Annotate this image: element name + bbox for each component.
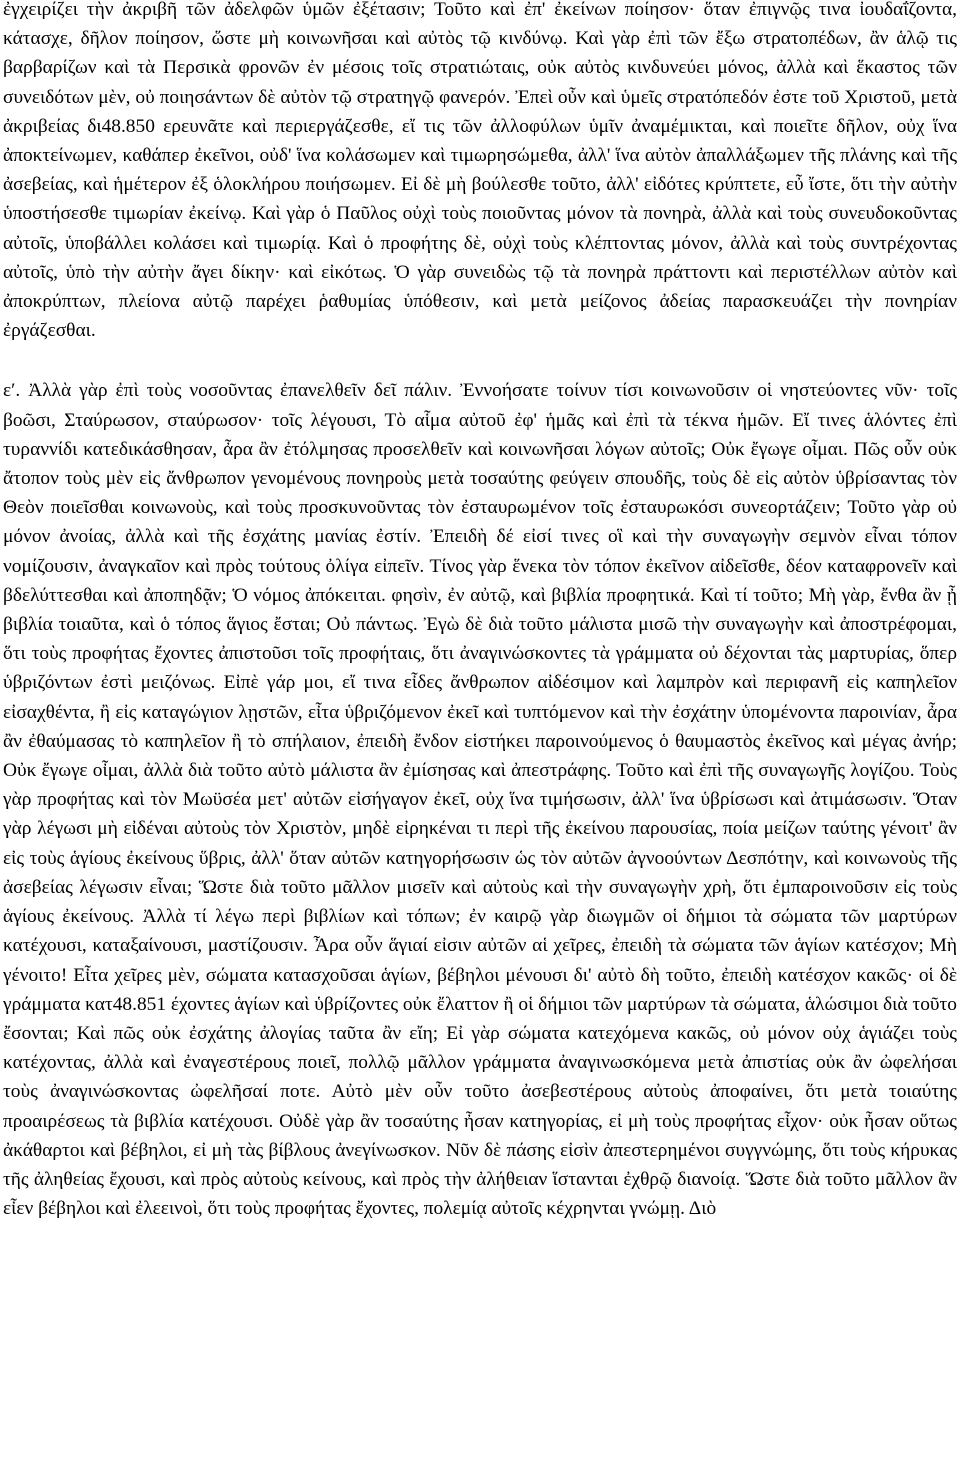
paragraph-2: εʹ. Ἀλλὰ γὰρ ἐπὶ τοὺς νοσοῦντας ἐπανελθεῖν δεῖ πάλιν. Ἐννοήσατε τοίνυν τίσι κοινωνοῦσιν οἱ νηστεύοντες νῦν· τοῖς βοῶσι, Σταύρωσον, σταύρωσον· τοῖς λέγουσι, Τὸ αἷμα αὐτοῦ ἐφ' ἡμᾶς καὶ ἐπὶ τὰ τέκνα ἡμῶν. Εἴ τινες ἁλόντες ἐπὶ τυραννίδι κατεδικάσθησαν, ἆρα ἂν ἐτόλμησας προσελθεῖν καὶ κοινωνῆσαι λόγων αὐτοῖς; Οὐκ ἔγωγε οἶμαι. Πῶς οὖν οὐκ ἄτοπον τοὺς μὲν εἰς ἄνθρωπον γενομένους πονηροὺς μετὰ τοσαύτης φεύγειν σπουδῆς, τοὺς δὲ εἰς αὐτὸν ὑβρίσαντας τὸν Θεὸν ποιεῖσθαι κοινωνοὺς, καὶ τοὺς προσκυνοῦντας τὸν ἐσταυρωμένον τοῖς ἐσταυρωκόσι συνεορτάζειν; Τοῦτο γὰρ οὐ μόνον ἀνοίας, ἀλλὰ καὶ τῆς ἐσχάτης μανίας ἐστίν. Ἐπειδὴ δέ εἰσί τινες οἳ καὶ τὴν συναγωγὴν σεμνὸν εἶναι τόπον νομίζουσιν, ἀναγκαῖον καὶ πρὸς τούτους ὀλίγα εἰπεῖν. Τίνος γὰρ ἕνεκα τὸν τόπον ἐκεῖνον αἰδεῖσθε, δέον καταφρονεῖν καὶ βδελύττεσθαι καὶ ἀποπηδᾷν; Ὁ νόμος ἀπόκειται. φησὶν, ἐν αὐτῷ, καὶ βιβλία προφητικά. Καὶ τί τοῦτο; Μὴ γὰρ, ἔνθα ἂν ᾖ βιβλία τοιαῦτα, καὶ ὁ τόπος ἅγιος ἔσται; Οὐ πάντως. Ἐγὼ δὲ διὰ τοῦτο μάλιστα μισῶ τὴν συναγωγὴν καὶ ἀποστρέφομαι, ὅτι τοὺς προφήτας ἔχοντες ἀπιστοῦσι τοῖς προφήταις, ὅτι ἀναγινώσκοντες τὰ γράμματα οὐ δέχονται τὰς μαρτυρίας, ὅπερ ὑβριζόντων ἐστὶ μειζόνως. Εἰπὲ γάρ μοι, εἴ τινα εἶδες ἄνθρωπον αἰδέσιμον καὶ λαμπρὸν καὶ περιφανῆ εἰς καπηλεῖον εἰσαχθέντα, ἢ εἰς καταγώγιον λῃστῶν, εἶτα ὑβριζόμενον ἐκεῖ καὶ τυπτόμενον καὶ τὴν ἐσχάτην ὑπομένοντα παροινίαν, ἆρα ἂν ἐθαύμασας τὸ καπηλεῖον ἢ τὸ σπήλαιον, ἐπειδὴ ἔνδον εἱστήκει παροινούμενος ὁ θαυμαστὸς ἐκεῖνος καὶ μέγας ἀνήρ; Οὐκ ἔγωγε οἶμαι, ἀλλὰ διὰ τοῦτο αὐτὸ μάλιστα ἂν ἐμίσησας καὶ ἀπεστράφης. Τοῦτο καὶ ἐπὶ τῆς συναγωγῆς λογίζου. Τοὺς γὰρ προφήτας καὶ τὸν Μωϋσέα μετ' αὐτῶν εἰσήγαγον ἐκεῖ, οὐχ ἵνα τιμήσωσιν, ἀλλ' ἵνα ὑβρίσωσι καὶ ἀτιμάσωσιν. Ὅταν γὰρ λέγωσι μὴ εἰδέναι αὐτοὺς τὸν Χριστὸν, μηδὲ εἰρηκέναι τι περὶ τῆς ἐκείνου παρουσίας, ποία μείζων ταύτης γένοιτ' ἂν εἰς τοὺς ἁγίους ἐκείνους ὕβρις, ἀλλ' ὅταν αὐτῶν κατηγορήσωσιν ὡς τὸν αὐτῶν ἀγνοούντων Δεσπότην, καὶ κοινωνοὺς τῆς ἀσεβείας λέγωσιν εἶναι; Ὥστε διὰ τοῦτο μᾶλλον μισεῖν καὶ αὐτοὺς καὶ τὴν συναγωγὴν χρὴ, ὅτι ἐμπαροινοῦσιν εἰς τοὺς ἁγίους ἐκείνους. Ἀλλὰ τί λέγω περὶ βιβλίων καὶ τόπων; ἐν καιρῷ γὰρ διωγμῶν οἱ δήμιοι τὰ σώματα τῶν μαρτύρων κατέχουσι, καταξαίνουσι, μαστίζουσιν. Ἆρα οὖν ἅγιαί εἰσιν αὐτῶν αἱ χεῖρες, ἐπειδὴ τὰ σώματα τῶν ἁγίων κατέσχον; Μὴ γένοιτο! Εἶτα χεῖρες μὲν, σώματα κατασχοῦσαι ἁγίων, βέβηλοι μένουσι δι' αὐτὸ δὴ τοῦτο, ἐπειδὴ κατέσχον κακῶς· οἱ δὲ γράμματα κατ48.851 έχοντες ἁγίων καὶ ὑβρίζοντες οὐκ ἔλαττον ἢ οἱ δήμιοι τῶν μαρτύρων τὰ σώματα, ἁλώσιμοι διὰ τοῦτο ἔσονται; Καὶ πῶς οὐκ ἐσχάτης ἀλογίας ταῦτα ἂν εἴη; Εἰ γὰρ σώματα κατεχόμενα κακῶς, οὐ μόνον οὐχ ἁγιάζει τοὺς κατέχοντας, ἀλλὰ καὶ ἐναγεστέρους ποιεῖ, πολλῷ μᾶλλον γράμματα ἀναγινωσκόμενα μετὰ ἀπιστίας οὐκ ἂν ὠφελήσαι τοὺς ἀναγινώσκοντας ὠφελῆσαί ποτε. Αὐτὸ μὲν οὖν τοῦτο ἀσεβεστέρους αὐτοὺς ἀποφαίνει, ὅτι μετὰ τοιαύτης προαιρέσεως τὰ βιβλία κατέχουσι. Οὐδὲ γὰρ ἂν τοσαύτης ἦσαν κατηγορίας, εἰ μὴ τοὺς προφήτας εἶχον· οὐκ ἦσαν οὕτως ἀκάθαρτοι καὶ βέβηλοι, εἰ μὴ τὰς βίβλους ἀνεγίνωσκον. Νῦν δὲ πάσης εἰσὶν ἀπεστερημένοι συγγνώμης, ὅτι τοὺς κήρυκας τῆς ἀληθείας ἔχουσι, καὶ πρὸς αὐτοὺς κείνους, καὶ πρὸς τὴν ἀλήθειαν ἵστανται ἐχθρῷ διανοίᾳ. Ὥστε διὰ τοῦτο μᾶλλον ἂν εἶεν βέβηλοι καὶ ἐλεεινοὶ, ὅτι τοὺς προφήτας ἔχοντες, πολεμίᾳ αὐτοῖς κέχρηνται γνώμῃ. Διὸ [3, 380, 957, 1220]
paragraph-1: ἐγχειρίζει τὴν ἀκριβῆ τῶν ἀδελφῶν ὑμῶν ἐξέτασιν; Τοῦτο καὶ ἐπ' ἐκείνων ποίησον· ὅταν ἐπιγνῷς τινα ἰουδαΐζοντα, κάτασχε, δῆλον ποίησον, ὥστε μὴ κοινωνῆσαι καὶ αὐτὸς τῷ κινδύνῳ. Καὶ γὰρ ἐπὶ τῶν ἔξω στρατοπέδων, ἂν ἁλῷ τις βαρβαρίζων καὶ τὰ Περσικὰ φρονῶν ἐν μέσοις τοῖς στρατιώταις, οὐκ αὐτὸς κινδυνεύει μόνος, ἀλλὰ καὶ ἕκαστος τῶν συνειδότων μὲν, οὐ ποιησάντων δὲ αὐτὸν τῷ στρατηγῷ φανερόν. Ἐπεὶ οὖν καὶ ὑμεῖς στρατόπεδόν ἐστε τοῦ Χριστοῦ, μετὰ ἀκριβείας δι48.850 ερευνᾶτε καὶ περιεργάζεσθε, εἴ τις τῶν ἀλλοφύλων ὑμῖν ἀναμέμικται, καὶ ποιεῖτε δῆλον, οὐχ ἵνα ἀποκτείνωμεν, καθάπερ ἐκεῖνοι, οὐδ' ἵνα κολάσωμεν καὶ τιμωρησώμεθα, ἀλλ' ἵνα αὐτὸν ἀπαλλάξωμεν τῆς πλάνης καὶ τῆς ἀσεβείας, καὶ ἡμέτερον ἐξ ὁλοκλήρου ποιήσωμεν. Εἰ δὲ μὴ βούλεσθε τοῦτο, ἀλλ' εἰδότες κρύπτετε, εὖ ἴστε, ὅτι τὴν αὐτὴν ὑποστήσεσθε τιμωρίαν ἐκείνῳ. Καὶ γὰρ ὁ Παῦλος οὐχὶ τοὺς ποιοῦντας μόνον τὰ πονηρὰ, ἀλλὰ καὶ τοὺς συνευδοκοῦντας αὐτοῖς, ὑποβάλλει κολάσει καὶ τιμωρίᾳ. Καὶ ὁ προφήτης δὲ, οὐχὶ τοὺς κλέπτοντας μόνον, ἀλλὰ καὶ τοὺς συντρέχοντας αὐτοῖς, ὑπὸ τὴν αὐτὴν ἄγει δίκην· καὶ εἰκότως. Ὁ γὰρ συνειδὼς τῷ τὰ πονηρὰ πράττοντι καὶ περιστέλλων αὐτὸν καὶ ἀποκρύπτων, πλείονα αὐτῷ παρέχει ῥαθυμίας ὑπόθεσιν, καὶ μετὰ μείζονος ἀδείας παρασκευάζει τὴν πονηρίαν ἐργάζεσθαι. [3, 0, 957, 342]
